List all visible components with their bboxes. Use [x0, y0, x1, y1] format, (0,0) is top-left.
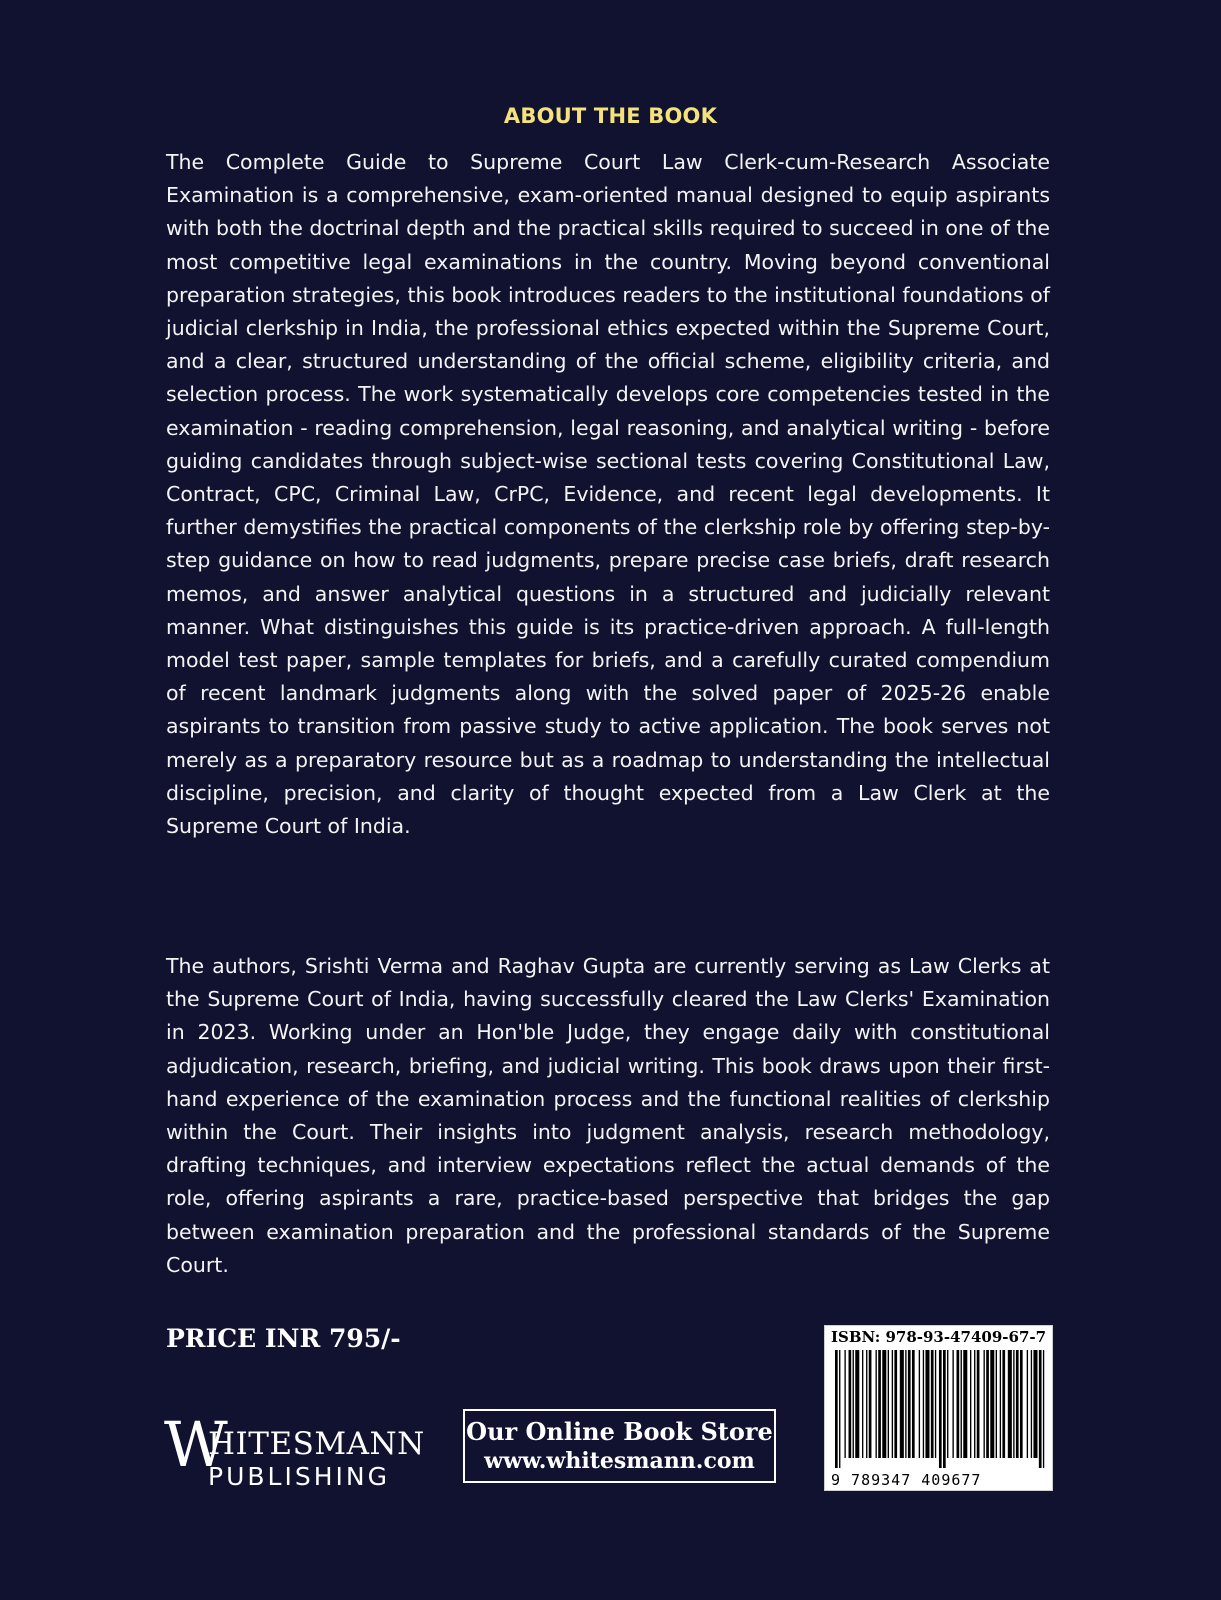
- store-url: www.whitesmann.com: [484, 1448, 755, 1474]
- isbn-barcode: [824, 1325, 1053, 1491]
- logo-name-top: HITESMANN: [208, 1426, 425, 1462]
- section-heading: ABOUT THE BOOK: [503, 104, 718, 128]
- online-store-box: [463, 1409, 776, 1483]
- about-paragraph: The Complete Guide to Supreme Court Law Clerk-cum-Research Associate Examination is a comprehensive, exam-oriented manual designed to equip aspirants with both the doctrinal depth and the practical skills required to succeed in one of the most competitive legal examinations in the country. Moving beyond conventional preparation strategies, this book introduces readers to the institutional foundations of judicial clerkship in India, the professional ethics expected within the Supreme Court, and a clear, structured understanding of the official scheme, eligibility criteria, and selection process. The work systematically develops core competencies tested in the examination - reading comprehension, legal reasoning, and analytical writing - before guiding candidates through subject-wise sectional tests covering Constitutional Law, Contract, CPC, Criminal Law, CrPC, Evidence, and recent legal developments. It further demystifies the practical components of the clerkship role by offering step-by-step guidance on how to read judgments, prepare precise case briefs, draft research memos, and answer analytical questions in a structured and judicially relevant manner. What distinguishes this guide is its practice-driven approach. A full-length model test paper, sample templates for briefs, and a carefully curated compendium of recent landmark judgments along with the solved paper of 2025-26 enable aspirants to transition from passive study to active application. The book serves not merely as a preparatory resource but as a roadmap to understanding the intellectual discipline, precision, and clarity of thought expected from a Law Clerk at the Supreme Court of India.: [166, 150, 1050, 839]
- publisher-logo: [164, 1408, 425, 1492]
- authors-paragraph: The authors, Srishti Verma and Raghav Gupta are currently serving as Law Clerks at the Supreme Court of India, having successfully cleared the Law Clerks' Examination in 2023. Working under an Hon'ble Judge, they engage daily with constitutional adjudication, research, briefing, and judicial writing. This book draws upon their first-hand experience of the examination process and the functional realities of clerkship within the Court. Their insights into judgment analysis, research methodology, drafting techniques, and interview expectations reflect the actual demands of the role, offering aspirants a rare, practice-based perspective that bridges the gap between examination preparation and the professional standards of the Supreme Court.: [166, 954, 1050, 1277]
- barcode-digits: 9 789347 409677: [831, 1471, 982, 1489]
- logo-initial: W: [164, 1408, 228, 1481]
- isbn-label: ISBN: 978-93-47409-67-7: [831, 1328, 1047, 1346]
- logo-name-bottom: PUBLISHING: [208, 1462, 390, 1491]
- price-label: PRICE INR 795/-: [166, 1324, 401, 1353]
- barcode-bars: [833, 1350, 1046, 1468]
- store-title: Our Online Book Store: [466, 1417, 773, 1446]
